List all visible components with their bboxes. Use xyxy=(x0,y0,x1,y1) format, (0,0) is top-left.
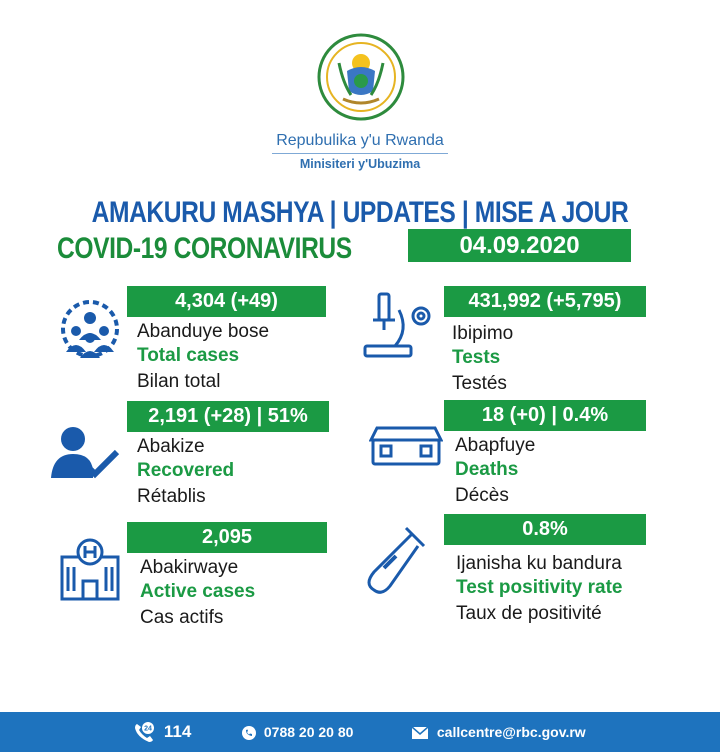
positivity-label-en: Test positivity rate xyxy=(456,577,623,598)
tests-value: 431,992 (+5,795) xyxy=(444,286,646,317)
whatsapp-number: 0788 20 20 80 xyxy=(263,724,354,740)
contact-footer xyxy=(0,712,720,752)
whatsapp-icon xyxy=(241,724,261,740)
total-cases-label-fr: Bilan total xyxy=(137,371,221,392)
republic-name: Repubulika y'u Rwanda xyxy=(276,132,444,149)
ministry-name: Minisiteri y'Ubuzima xyxy=(299,157,421,171)
email-address: callcentre@rbc.gov.rw xyxy=(436,724,586,740)
total-cases-label-en: Total cases xyxy=(137,345,240,366)
total-cases-label-rw: Abanduye bose xyxy=(137,321,270,342)
headline: AMAKURU MASHYA | UPDATES | MISE A JOUR xyxy=(91,196,629,229)
recovered-label-fr: Rétablis xyxy=(137,486,206,507)
whatsapp-contact[interactable] xyxy=(241,712,353,752)
envelope-icon xyxy=(411,724,433,740)
active-cases-label-rw: Abakirwaye xyxy=(140,557,239,578)
tests-label-rw: Ibipimo xyxy=(452,323,514,344)
deaths-value: 18 (+0) | 0.4% xyxy=(444,400,646,431)
subheadline: COVID-19 CORONAVIRUS xyxy=(57,232,352,265)
deaths-label-en: Deaths xyxy=(455,459,519,480)
coffin-icon xyxy=(369,424,443,468)
phone-24h-icon xyxy=(132,724,160,740)
tests-label-fr: Testés xyxy=(452,373,507,394)
email-contact[interactable] xyxy=(411,712,586,752)
test-tube-icon xyxy=(356,522,436,596)
active-cases-value: 2,095 xyxy=(127,522,327,553)
hospital-icon xyxy=(56,537,124,601)
date-badge: 04.09.2020 xyxy=(408,229,631,262)
positivity-label-rw: Ijanisha ku bandura xyxy=(456,553,622,574)
deaths-label-fr: Décès xyxy=(455,485,509,506)
active-cases-label-fr: Cas actifs xyxy=(140,607,224,628)
microscope-icon xyxy=(359,290,437,362)
rwanda-coat-of-arms-icon xyxy=(317,33,405,121)
total-cases-value: 4,304 (+49) xyxy=(127,286,326,317)
recovered-label-en: Recovered xyxy=(137,460,235,481)
positivity-value: 0.8% xyxy=(444,514,646,545)
person-check-icon xyxy=(51,426,121,480)
tests-label-en: Tests xyxy=(452,347,501,368)
deaths-label-rw: Abapfuye xyxy=(455,435,536,456)
group-people-virus-icon xyxy=(59,296,121,362)
positivity-label-fr: Taux de positivité xyxy=(456,603,602,624)
hotline[interactable] xyxy=(132,712,191,752)
active-cases-label-en: Active cases xyxy=(140,581,256,602)
divider xyxy=(272,153,448,154)
hotline-number: 114 xyxy=(163,722,192,741)
recovered-value: 2,191 (+28) | 51% xyxy=(127,401,329,432)
recovered-label-rw: Abakize xyxy=(137,436,205,457)
hotline-badge: 24 xyxy=(144,725,152,733)
